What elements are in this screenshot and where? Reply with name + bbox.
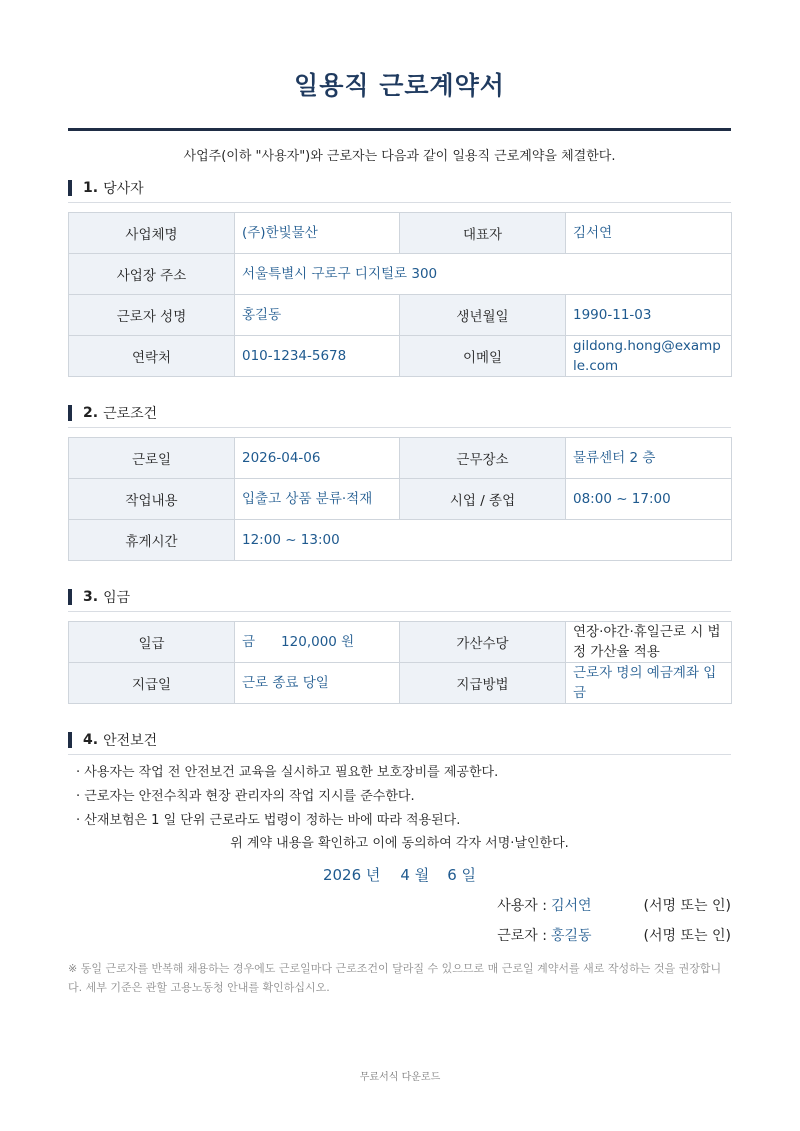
work-date-label: 근로일 [69, 438, 235, 479]
conditions-table [68, 437, 732, 561]
table-row [69, 295, 732, 336]
task-label: 작업내용 [69, 479, 235, 520]
section-bar [68, 405, 72, 421]
worker-name-label: 근로자 성명 [69, 295, 235, 336]
break-value: 12:00 ~ 13:00 [235, 520, 732, 561]
list-item: · 산재보험은 1 일 단위 근로라도 법령이 정하는 바에 따라 적용된다. [76, 813, 461, 828]
phone-label: 연락처 [69, 336, 235, 377]
worker-name-value: 홍길동 [235, 295, 400, 336]
hours-value: 08:00 ~ 17:00 [566, 479, 732, 520]
document-title: 일용직 근로계약서 [294, 71, 505, 100]
section-number: 3. [83, 589, 99, 605]
section-safety-heading [68, 730, 731, 755]
section-title: 당사자 [103, 181, 144, 197]
table-row [69, 213, 732, 254]
worker-signature-line [68, 921, 731, 951]
work-date-value: 2026-04-06 [235, 438, 400, 479]
phone-value: 010-1234-5678 [235, 336, 400, 377]
table-row [69, 663, 732, 704]
wage-table [68, 621, 732, 704]
section-number: 1. [83, 180, 99, 196]
date-day: 6 일 [447, 866, 477, 884]
email-value: gildong.hong@example.com [566, 336, 732, 377]
ceo-value: 김서연 [566, 213, 732, 254]
pay-method-value: 근로자 명의 예금계좌 입금 [566, 663, 732, 704]
date-year: 2026 년 [322, 866, 381, 884]
company-value: (주)한빛물산 [235, 213, 400, 254]
payday-value: 근로 종료 당일 [235, 663, 400, 704]
date-month: 4 월 [400, 866, 430, 884]
section-bar [68, 589, 72, 605]
employer-signature-line [68, 891, 731, 921]
section-number: 4. [83, 732, 99, 748]
extra-pay-value: 연장·야간·휴일근로 시 법정 가산율 적용 [566, 622, 732, 663]
table-row [69, 622, 732, 663]
employer-name: 김서연 [551, 898, 592, 914]
birth-value: 1990-11-03 [566, 295, 732, 336]
work-place-value: 물류센터 2 층 [566, 438, 732, 479]
table-row [69, 336, 732, 377]
daily-wage-label: 일급 [69, 622, 235, 663]
parties-table [68, 212, 732, 377]
table-row [69, 520, 732, 561]
list-item: · 근로자는 안전수칙과 현장 관리자의 작업 지시를 준수한다. [76, 789, 415, 804]
email-label: 이메일 [400, 336, 566, 377]
section-bar [68, 180, 72, 196]
address-value: 서울특별시 구로구 디지털로 300 [235, 254, 732, 295]
intro-text: 사업주(이하 "사용자")와 근로자는 다음과 같이 일용직 근로계약을 체결한다. [183, 149, 616, 164]
section-wage-heading [68, 587, 731, 612]
safety-list [68, 761, 731, 833]
table-row [69, 479, 732, 520]
footer-download-link[interactable]: 무료서식 다운로드 [359, 1072, 441, 1083]
worker-sign-name: 홍길동 [551, 928, 592, 944]
work-place-label: 근무장소 [400, 438, 566, 479]
worker-label: 근로자 : [497, 928, 547, 944]
table-row [69, 254, 732, 295]
payday-label: 지급일 [69, 663, 235, 704]
section-bar [68, 732, 72, 748]
section-title: 근로조건 [103, 406, 158, 422]
section-title: 안전보건 [103, 733, 158, 749]
daily-wage-prefix: 금 [242, 634, 256, 650]
extra-pay-label: 가산수당 [400, 622, 566, 663]
company-label: 사업체명 [69, 213, 235, 254]
task-value: 입출고 상품 분류·적재 [235, 479, 400, 520]
footnote: ※ 동일 근로자를 반복해 채용하는 경우에도 근로일마다 근로조건이 달라질 수 있으므로 매 근로일 계약서를 새로 작성하는 것을 권장합니다. 세부 기준은 관할 고용노동청 안내를 확인하십시오. [68, 962, 722, 994]
section-parties-heading [68, 178, 731, 203]
section-title: 임금 [103, 590, 131, 606]
confirm-text: 위 계약 내용을 확인하고 이에 동의하여 각자 서명·날인한다. [230, 836, 569, 851]
contract-date [68, 861, 731, 889]
daily-wage-value [235, 622, 400, 663]
list-item: · 사용자는 작업 전 안전보건 교육을 실시하고 필요한 보호장비를 제공한다. [76, 765, 499, 780]
pay-method-label: 지급방법 [400, 663, 566, 704]
birth-label: 생년월일 [400, 295, 566, 336]
table-row [69, 438, 732, 479]
section-number: 2. [83, 405, 99, 421]
section-conditions-heading [68, 403, 731, 428]
address-label: 사업장 주소 [69, 254, 235, 295]
worker-sign-note: (서명 또는 인) [643, 928, 731, 944]
hours-label: 시업 / 종업 [400, 479, 566, 520]
employer-label: 사용자 : [497, 898, 547, 914]
title-divider [68, 128, 731, 131]
break-label: 휴게시간 [69, 520, 235, 561]
daily-wage-amount: 120,000 원 [281, 634, 355, 650]
contract-document [68, 0, 731, 997]
ceo-label: 대표자 [400, 213, 566, 254]
employer-sign-note: (서명 또는 인) [643, 898, 731, 914]
